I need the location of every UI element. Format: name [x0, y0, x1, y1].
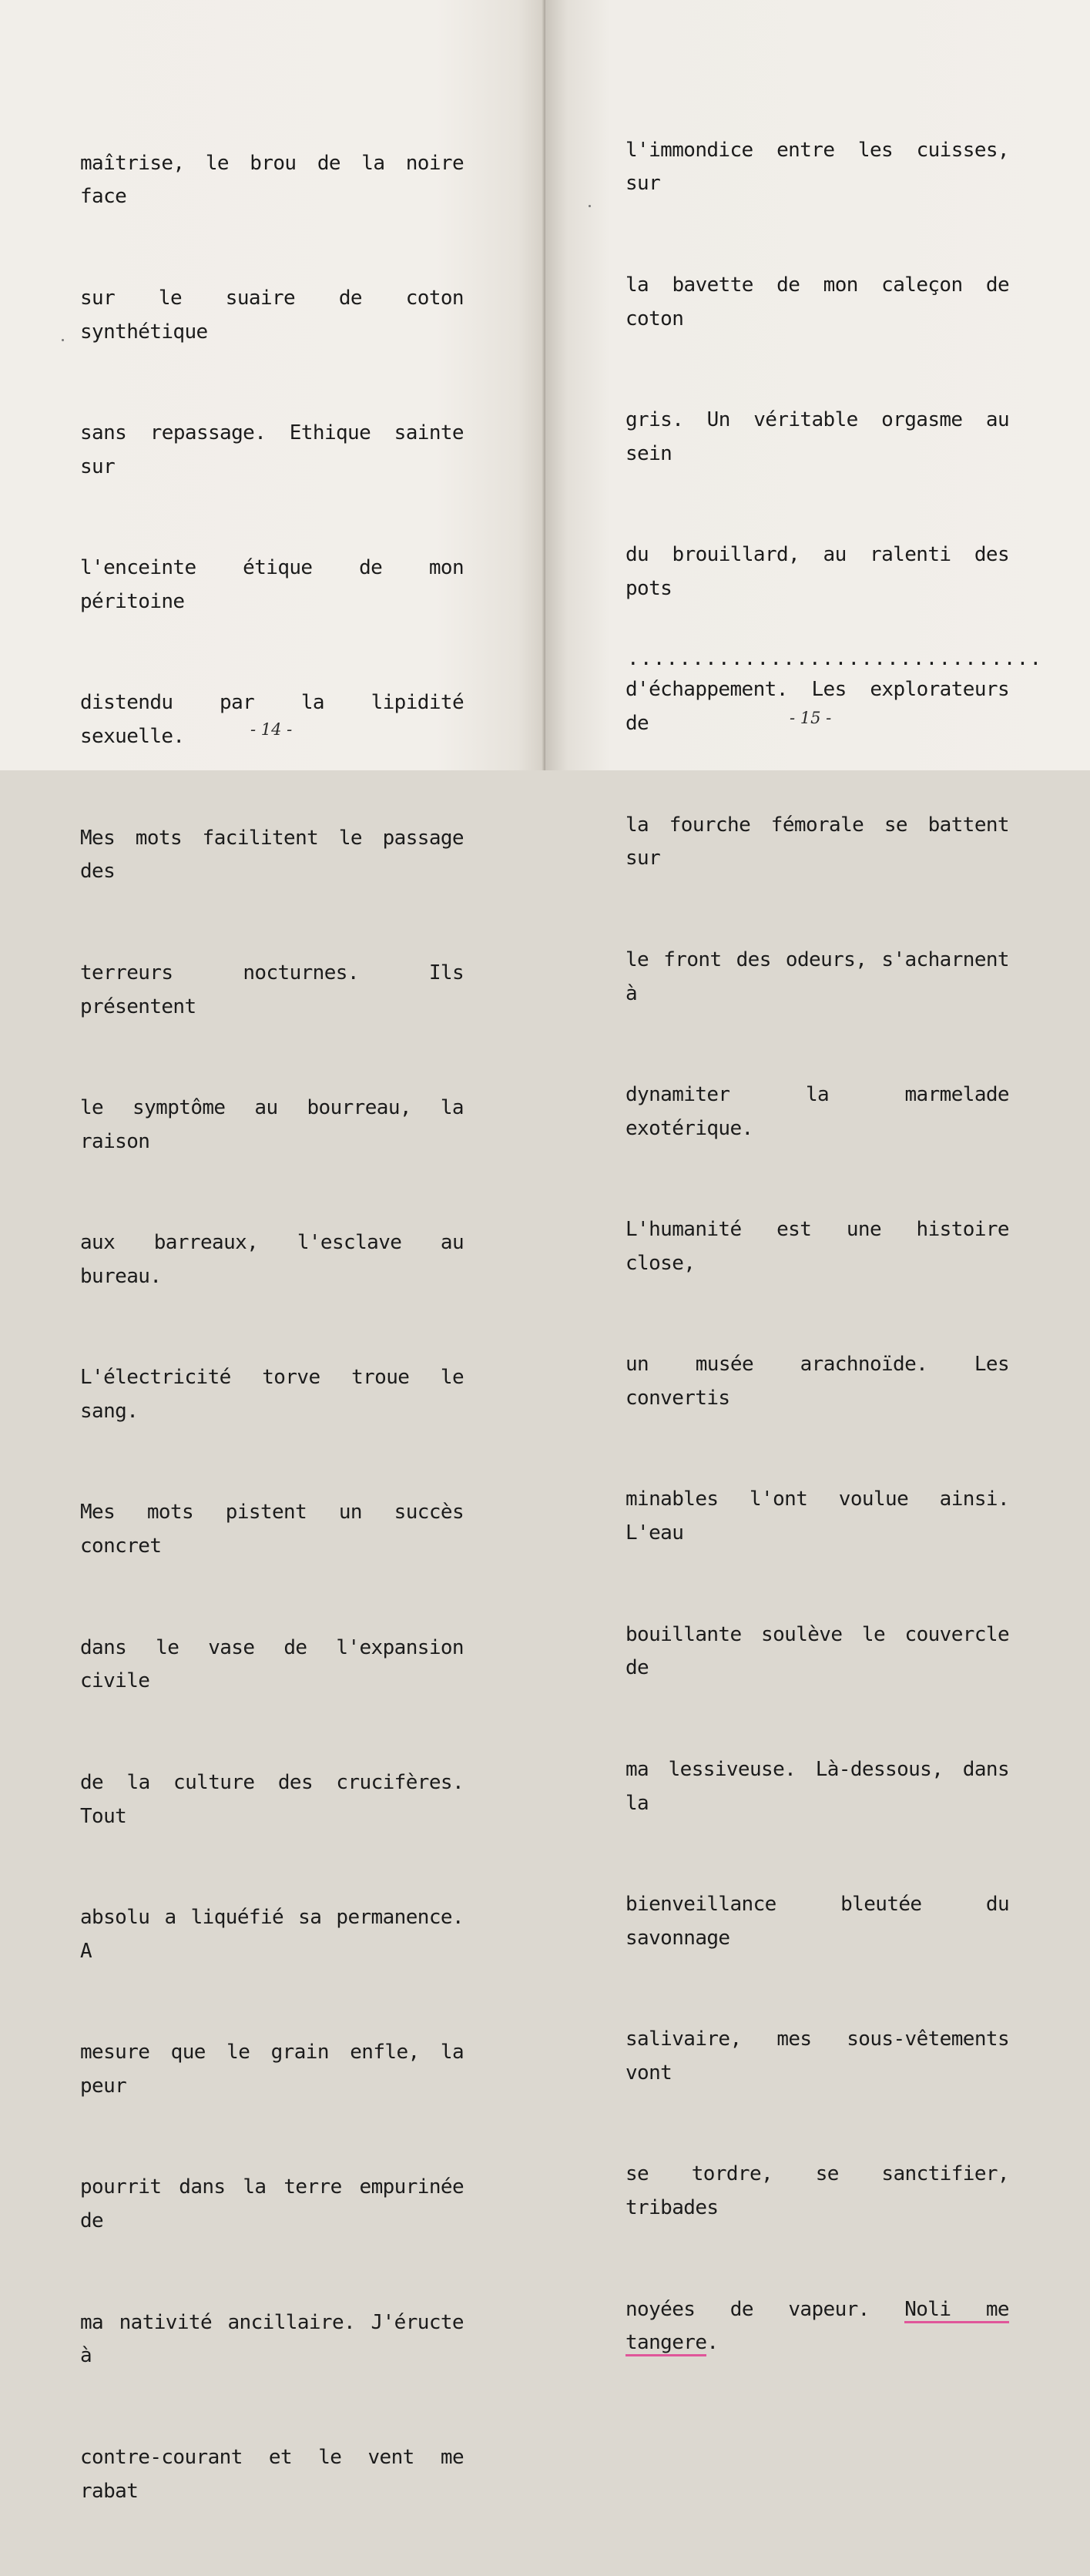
text-line: le symptôme au bourreau, la raison — [80, 1095, 464, 1153]
text-line: la fourche fémorale se battent sur — [625, 813, 1009, 870]
text-line: L'humanité est une histoire close, — [625, 1218, 1009, 1275]
page-number-left: - 14 - — [250, 720, 293, 739]
text-line: sur le suaire de coton synthétique — [80, 286, 464, 344]
left-page — [0, 0, 545, 2503]
last-line-prefix: noyées de vapeur. — [625, 2297, 905, 2321]
text-line: distendu par la lipidité sexuelle. — [80, 691, 464, 749]
text-line: du brouillard, au ralenti des pots — [625, 543, 1009, 600]
text-line: maîtrise, le brou de la noire face — [80, 151, 464, 209]
text-line: se tordre, se sanctifier, tribades — [625, 2162, 1009, 2220]
paper-speck — [62, 339, 64, 341]
right-page-body-text — [625, 66, 1043, 2428]
text-line: absolu a liquéfié sa permanence. A — [80, 1906, 464, 1963]
text-line-last — [625, 2293, 1009, 2361]
text-line: aux barreaux, l'esclave au bureau. — [80, 1231, 464, 1288]
text-line: l'immondice entre les cuisses, sur — [625, 138, 1009, 196]
text-line: un musée arachnoïde. Les convertis — [625, 1353, 1009, 1410]
text-line: minables l'ont voulue ainsi. L'eau — [625, 1488, 1009, 1545]
text-line: ma lessiveuse. Là-dessous, dans la — [625, 1757, 1009, 1815]
text-line: bienveillance bleutée du savonnage — [625, 1893, 1009, 1950]
text-line: bouillante soulève le couvercle de — [625, 1622, 1009, 1680]
text-line: pourrit dans la terre empurinée de — [80, 2175, 464, 2233]
left-page-body-text — [80, 79, 464, 2576]
text-line: Mes mots pistent un succès concret — [80, 1501, 464, 1558]
text-line: terreurs nocturnes. Ils présentent — [80, 961, 464, 1018]
text-line: d'échappement. Les explorateurs de — [625, 678, 1009, 736]
dotted-rule: ................................ — [627, 647, 1043, 670]
text-line: ma nativité ancillaire. J'éructe à — [80, 2310, 464, 2368]
text-line: gris. Un véritable orgasme au sein — [625, 408, 1009, 465]
text-line: le front des odeurs, s'acharnent à — [625, 948, 1009, 1005]
last-line-suffix: . — [706, 2331, 719, 2355]
text-line: sans repassage. Ethique sainte sur — [80, 421, 464, 478]
text-line: la bavette de mon caleçon de coton — [625, 273, 1009, 330]
text-line: l'enceinte étique de mon péritoine — [80, 556, 464, 613]
text-line: dynamiter la marmelade exotérique. — [625, 1082, 1009, 1140]
underlined-phrase: Noli me tangere — [625, 2298, 1009, 2357]
text-line: de la culture des crucifères. Tout — [80, 1770, 464, 1828]
paper-speck — [589, 205, 591, 207]
text-line: contre-courant et le vent me rabat — [80, 2445, 464, 2503]
text-line: salivaire, mes sous-vêtements vont — [625, 2028, 1009, 2085]
text-line: dans le vase de l'expansion civile — [80, 1635, 464, 1693]
text-line: mesure que le grain enfle, la peur — [80, 2041, 464, 2098]
text-line: L'électricité torve troue le sang. — [80, 1366, 464, 1424]
page-number-right: - 15 - — [790, 709, 832, 727]
text-line: Mes mots facilitent le passage des — [80, 826, 464, 884]
right-page — [545, 0, 1090, 2355]
